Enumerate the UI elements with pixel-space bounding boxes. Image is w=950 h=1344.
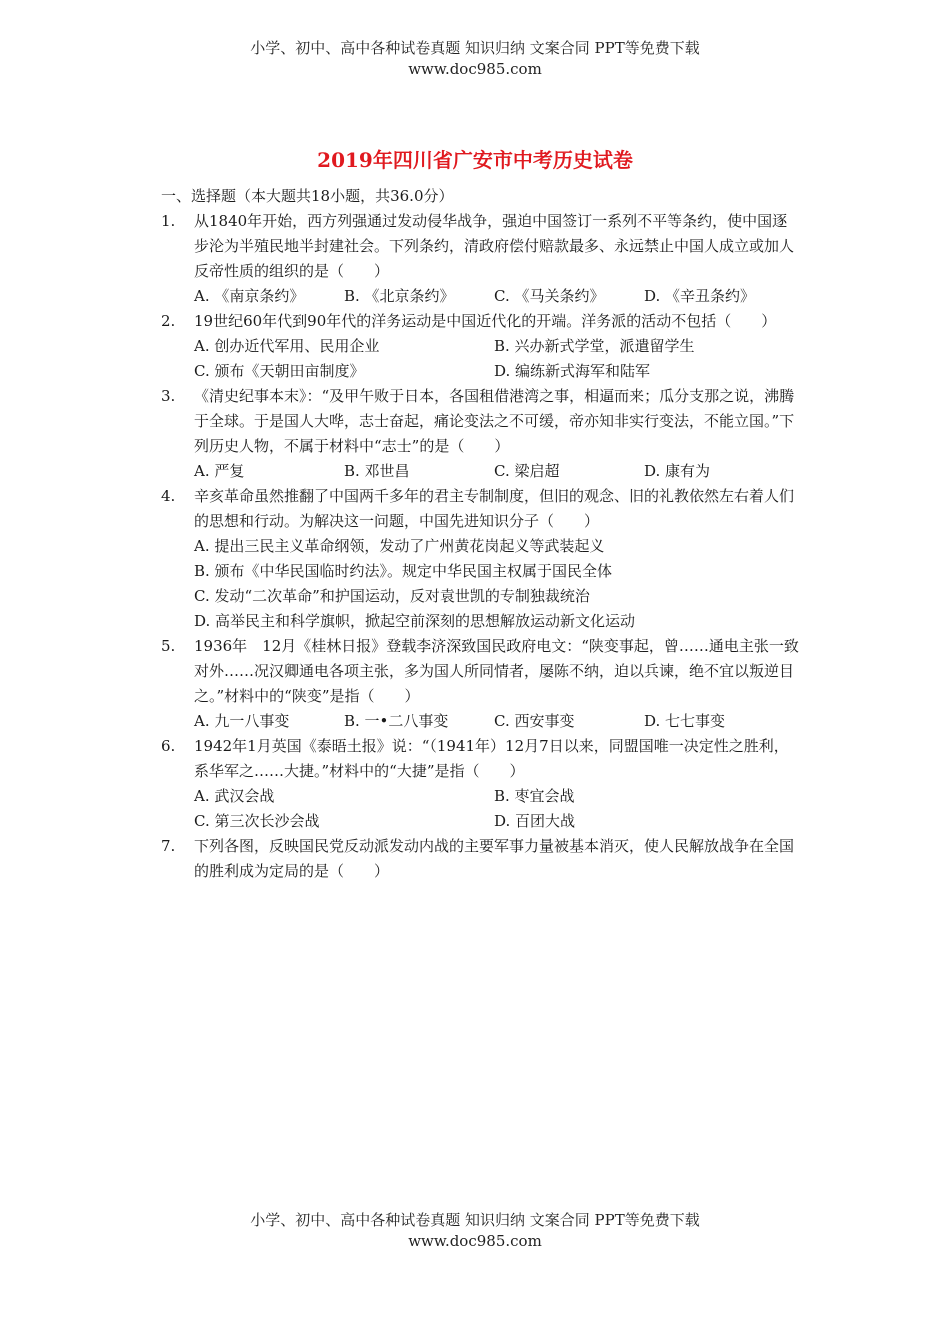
option-list <box>194 709 801 734</box>
question-text: 1936年 12月《桂林日报》登载李济深致国民政府电文：“陕变事起，曾……通电主张一致对外……况汉卿通电各项主张，多为国人所同情者，屡陈不纳，迫以兵谏，绝不宜以叛逆目之。”材料中的“陕变”是指（ ） <box>194 637 799 705</box>
option-c: C. 梁启超 <box>494 462 560 480</box>
option-d: D. 康有为 <box>644 462 711 480</box>
header-website: www.doc985.com <box>408 60 542 78</box>
option-a: A. 武汉会战 <box>194 787 275 805</box>
question-number: 4. <box>161 487 176 505</box>
section-heading: 一、选择题（本大题共18小题，共36.0分） <box>161 187 454 205</box>
option-d: D. 《辛丑条约》 <box>644 287 756 305</box>
option-c: C. 第三次长沙会战 <box>194 812 320 830</box>
question-text: 辛亥革命虽然推翻了中国两千多年的君主专制制度，但旧的观念、旧的礼教依然左右着人们的思想和行动。为解决这一问题，中国先进知识分子（ ） <box>194 487 795 530</box>
option-a: A. 九一八事变 <box>194 712 290 730</box>
header-promo-text: 小学、初中、高中各种试卷真题 知识归纳 文案合同 PPT等免费下载 <box>250 39 700 57</box>
question-number: 3. <box>161 387 176 405</box>
question-number: 2. <box>161 312 176 330</box>
option-list <box>194 459 801 484</box>
option-c: C. 《马关条约》 <box>494 287 605 305</box>
option-c: C. 西安事变 <box>494 712 575 730</box>
option-a: A. 严复 <box>194 462 245 480</box>
exam-title: 2019年四川省广安市中考历史试卷 <box>317 148 633 172</box>
question-4 <box>161 484 801 634</box>
option-b: B. 《北京条约》 <box>344 287 455 305</box>
question-number: 7. <box>161 837 176 855</box>
question-text: 从1840年开始，西方列强通过发动侵华战争，强迫中国签订一系列不平等条约，使中国逐步沦为半殖民地半封建社会。下列条约，清政府偿付赔款最多、永远禁止中国人成立或加人反帝性质的组织的是（ ） <box>194 212 795 280</box>
option-list <box>194 784 801 834</box>
question-7 <box>161 834 801 884</box>
question-5 <box>161 634 801 734</box>
option-d: D. 高举民主和科学旗帜，掀起空前深刻的思想解放运动新文化运动 <box>194 612 636 630</box>
question-number: 6. <box>161 737 176 755</box>
option-list <box>194 334 801 384</box>
footer-promo-text: 小学、初中、高中各种试卷真题 知识归纳 文案合同 PPT等免费下载 <box>250 1211 700 1229</box>
question-text: 《清史纪事本末》：“及甲午败于日本，各国租借港湾之事，相逼而来；瓜分支那之说，沸腾于全球。于是国人大哗，志士奋起，痛论变法之不可缓，帝亦知非实行变法，不能立国。”下列历史人物，不属于材料中“志士”的是（ ） <box>194 387 795 455</box>
exam-content <box>161 184 801 884</box>
option-a: A. 《南京条约》 <box>194 287 305 305</box>
page-header <box>0 38 950 80</box>
question-1 <box>161 209 801 309</box>
option-b: B. 枣宜会战 <box>494 787 575 805</box>
option-b: B. 一•二八事变 <box>344 712 449 730</box>
question-text: 下列各图，反映国民党反动派发动内战的主要军事力量被基本消灭，使人民解放战争在全国的胜利成为定局的是（ ） <box>194 837 795 880</box>
option-list <box>194 534 801 634</box>
question-number: 1. <box>161 212 176 230</box>
question-2 <box>161 309 801 384</box>
option-a: A. 创办近代军用、民用企业 <box>194 337 380 355</box>
question-6 <box>161 734 801 834</box>
question-text: 1942年1月英国《泰晤土报》说：“（1941年）12月7日以来，同盟国唯一决定性之胜利，系华军之……大捷。”材料中的“大捷”是指（ ） <box>194 737 789 780</box>
page-footer <box>0 1210 950 1252</box>
option-d: D. 百团大战 <box>494 812 576 830</box>
footer-website: www.doc985.com <box>408 1232 542 1250</box>
option-c: C. 颁布《天朝田亩制度》 <box>194 362 365 380</box>
option-a: A. 提出三民主义革命纲领，发动了广州黄花岗起义等武装起义 <box>194 537 605 555</box>
question-3 <box>161 384 801 484</box>
option-list <box>194 284 801 309</box>
question-number: 5. <box>161 637 176 655</box>
option-d: D. 七七事变 <box>644 712 726 730</box>
option-d: D. 编练新式海军和陆军 <box>494 362 651 380</box>
option-c: C. 发动“二次革命”和护国运动，反对袁世凯的专制独裁统治 <box>194 587 590 605</box>
option-b: B. 颁布《中华民国临时约法》。规定中华民国主权属于国民全体 <box>194 562 613 580</box>
question-text: 19世纪60年代到90年代的洋务运动是中国近代化的开端。洋务派的活动不包括（ ） <box>194 312 777 330</box>
option-b: B. 邓世昌 <box>344 462 410 480</box>
option-b: B. 兴办新式学堂，派遣留学生 <box>494 337 695 355</box>
